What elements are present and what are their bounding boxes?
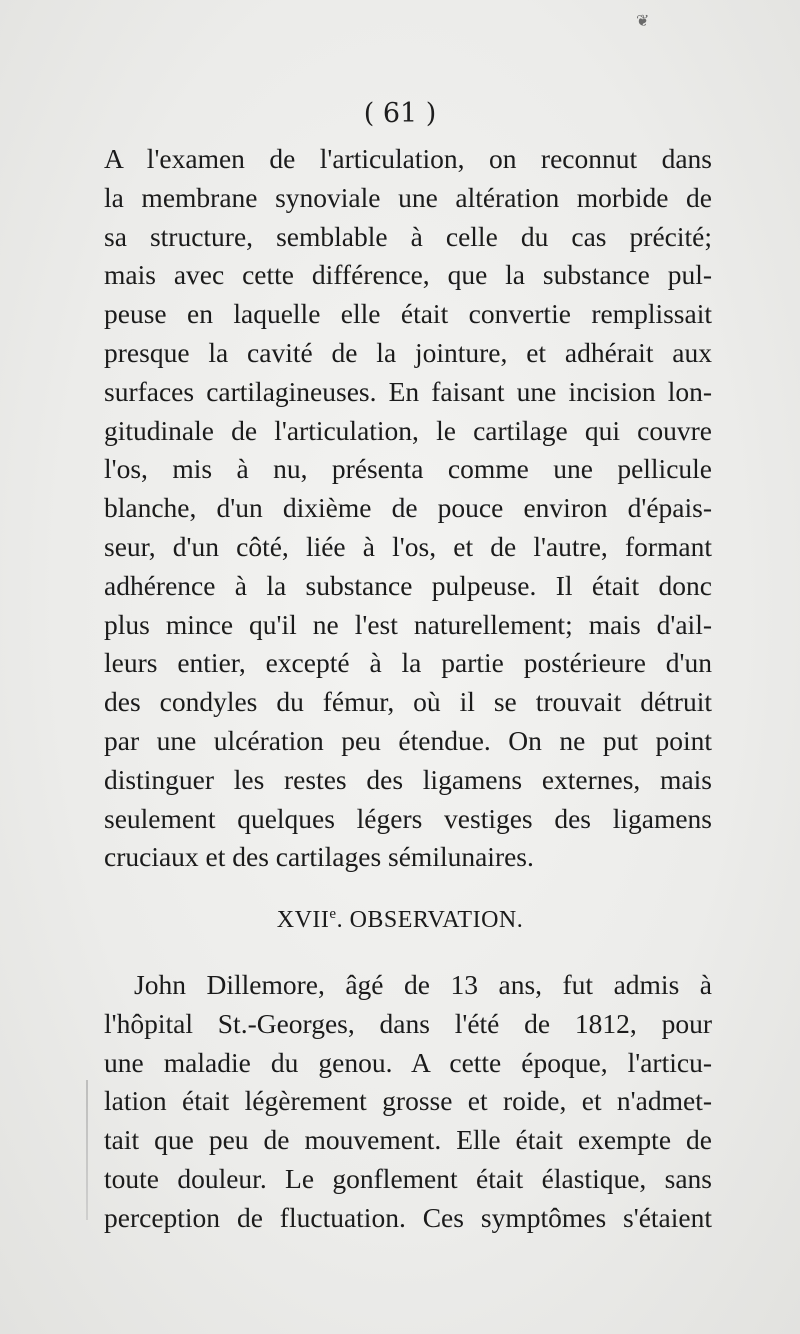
- text-line: lation était légèrement grosse et roide, et n'admet-: [104, 1085, 712, 1117]
- text-line: blanche, d'un dixième de pouce environ d'épais-: [104, 492, 712, 524]
- text-line: par une ulcération peu étendue. On ne put point: [104, 724, 712, 756]
- text-line: A l'examen de l'articulation, on reconnut dans: [104, 143, 712, 174]
- text-line: peuse en laquelle elle était convertie remplissait: [104, 298, 712, 330]
- text-line: presque la cavité de la jointure, et adhérait aux: [104, 336, 712, 368]
- text-line: John Dillemore, âgé de 13 ans, fut admis à: [134, 969, 712, 1000]
- text-line: des condyles du fémur, où il se trouvait détruit: [104, 686, 712, 718]
- text-line: perception de fluctuation. Ces symptômes s'étaient: [104, 1201, 712, 1233]
- heading-superscript: e: [329, 906, 337, 922]
- text-line: l'os, mis à nu, présenta comme une pellicule: [104, 453, 712, 485]
- paragraph-2: [104, 966, 712, 1238]
- heading-text: . OBSERVATION.: [336, 907, 524, 933]
- page-number: ( 61 ): [363, 98, 437, 129]
- margin-mark: [86, 1080, 88, 1220]
- text-line: l'hôpital St.-Georges, dans l'été de 1812, pour: [104, 1007, 712, 1039]
- ink-speck-ornament: ❦: [636, 11, 650, 30]
- text-line: seur, d'un côté, liée à l'os, et de l'autre, formant: [104, 530, 712, 562]
- paragraph-1: [104, 140, 712, 877]
- text-line: sa structure, semblable à celle du cas précité;: [104, 220, 712, 252]
- text-line: mais avec cette différence, que la substance pul-: [104, 259, 712, 291]
- text-line: plus mince qu'il ne l'est naturellement; mais d'ail-: [104, 608, 712, 640]
- text-line: la membrane synoviale une altération morbide de: [104, 181, 712, 213]
- text-line: seulement quelques légers vestiges des ligamens: [104, 802, 712, 834]
- text-line: gitudinale de l'articulation, le cartilage qui couvre: [104, 414, 712, 446]
- text-line: tait que peu de mouvement. Elle était exempte de: [104, 1124, 712, 1156]
- section-heading: [0, 906, 800, 934]
- text-line: toute douleur. Le gonflement était élastique, sans: [104, 1162, 712, 1194]
- heading-roman: XVII: [276, 907, 330, 933]
- text-line: surfaces cartilagineuses. En faisant une incision lon-: [104, 375, 712, 407]
- text-line: distinguer les restes des ligamens externes, mais: [104, 763, 712, 795]
- text-line: adhérence à la substance pulpeuse. Il était donc: [104, 569, 712, 601]
- text-line: leurs entier, excepté à la partie postérieure d'un: [104, 647, 712, 679]
- text-line: une maladie du genou. A cette époque, l'articu-: [104, 1046, 712, 1078]
- text-line: cruciaux et des cartilages sémilunaires.: [104, 841, 534, 873]
